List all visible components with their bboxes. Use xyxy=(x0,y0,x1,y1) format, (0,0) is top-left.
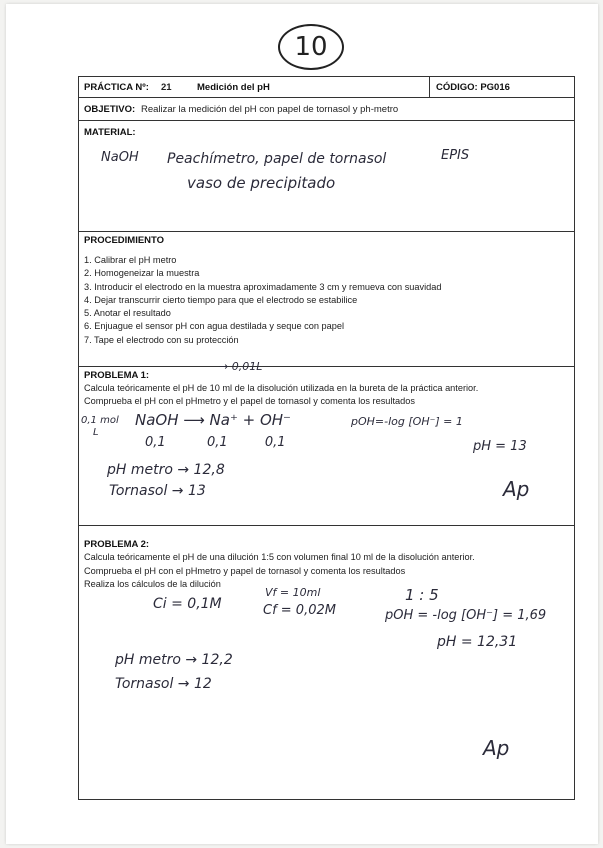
p1-initials: Ap xyxy=(503,477,530,501)
problema2-label: PROBLEMA 2: xyxy=(84,539,150,550)
material-label: MATERIAL: xyxy=(84,127,136,138)
p1-conc-left-unit: L xyxy=(93,427,99,438)
document-page xyxy=(6,4,598,844)
p1-tornasol-reading: Tornasol → 13 xyxy=(109,483,206,499)
step-2: 2. Homogeneizar la muestra xyxy=(84,268,200,279)
codigo-label: CÓDIGO: PG016 xyxy=(436,82,510,93)
p2-tornasol-reading: Tornasol → 12 xyxy=(115,676,212,692)
practice-form xyxy=(78,76,575,800)
material-item-epis: EPIS xyxy=(441,148,470,163)
p1-reaction: NaOH ⟶ Na⁺ + OH⁻ xyxy=(135,411,291,429)
practica-label: PRÁCTICA Nº: xyxy=(84,82,149,93)
procedimiento-label: PROCEDIMIENTO xyxy=(84,235,165,246)
problema1-row xyxy=(79,360,574,526)
problema1-line1: Calcula teóricamente el pH de 10 ml de la disolución utilizada en la bureta de la práctica anterior. xyxy=(84,383,479,393)
step-1: 1. Calibrar el pH metro xyxy=(84,255,177,265)
p2-ph: pH = 12,31 xyxy=(437,634,518,650)
material-item-vaso: vaso de precipitado xyxy=(187,174,336,192)
p2-ratio: 1 : 5 xyxy=(405,586,439,604)
problema2-line1: Calcula teóricamente el pH de una dilución 1:5 con volumen final 10 ml de la disolución anterior. xyxy=(84,552,475,562)
p1-conc-left: 0,1 mol xyxy=(81,415,119,426)
step-5: 5. Anotar el resultado xyxy=(84,308,171,319)
p2-ci: Ci = 0,1M xyxy=(153,596,222,612)
problema1-line2: Comprueba el pH con el pHmetro y el papel de tornasol y comenta los resultados xyxy=(84,396,415,406)
procedimiento-row xyxy=(79,232,574,367)
p2-vf: Vf = 10ml xyxy=(265,586,321,599)
material-item-naoh: NaOH xyxy=(101,150,139,165)
step-7: 7. Tape el electrodo con su protección xyxy=(84,334,239,345)
p1-poh-calc: pOH=-log [OH⁻] = 1 xyxy=(351,415,463,428)
p1-ph-result: pH = 13 xyxy=(473,439,527,454)
header-divider xyxy=(429,77,430,97)
problema2-line3: Realiza los cálculos de la dilución xyxy=(84,579,221,589)
p2-phmetro-reading: pH metro → 12,2 xyxy=(115,652,233,668)
p2-poh: pOH = -log [OH⁻] = 1,69 xyxy=(385,608,547,623)
objetivo-text: Realizar la medición del pH con papel de tornasol y ph-metro xyxy=(141,104,399,115)
p2-initials: Ap xyxy=(483,736,510,760)
p1-values: 0,1 0,1 0,1 xyxy=(145,435,286,450)
problema2-line2: Comprueba el pH con el pHmetro y papel de tornasol y comenta los resultados xyxy=(84,566,406,576)
procedimiento-steps xyxy=(84,254,441,347)
problema2-row xyxy=(79,526,574,798)
practica-number: 21 xyxy=(161,82,172,93)
p2-cf: Cf = 0,02M xyxy=(263,603,336,618)
header-row xyxy=(79,77,574,98)
step-4: 4. Dejar transcurrir cierto tiempo para que el electrodo se estabilice xyxy=(84,294,358,305)
material-row xyxy=(79,121,574,232)
page-number: 10 xyxy=(278,24,344,70)
problema1-label: PROBLEMA 1: xyxy=(84,370,150,381)
objetivo-row xyxy=(79,98,574,121)
practica-title: Medición del pH xyxy=(197,82,270,93)
material-item-phmetro: Peachímetro, papel de tornasol xyxy=(167,151,387,167)
objetivo-label: OBJETIVO: xyxy=(84,104,136,115)
step-3: 3. Introducir el electrodo en la muestra aproximadamente 3 cm y remueva con suavidad xyxy=(84,281,442,292)
step-6: 6. Enjuague el sensor pH con agua destilada y seque con papel xyxy=(84,321,344,332)
p1-phmetro-reading: pH metro → 12,8 xyxy=(107,462,225,478)
p1-volume-note: → 0,01L xyxy=(219,360,263,373)
